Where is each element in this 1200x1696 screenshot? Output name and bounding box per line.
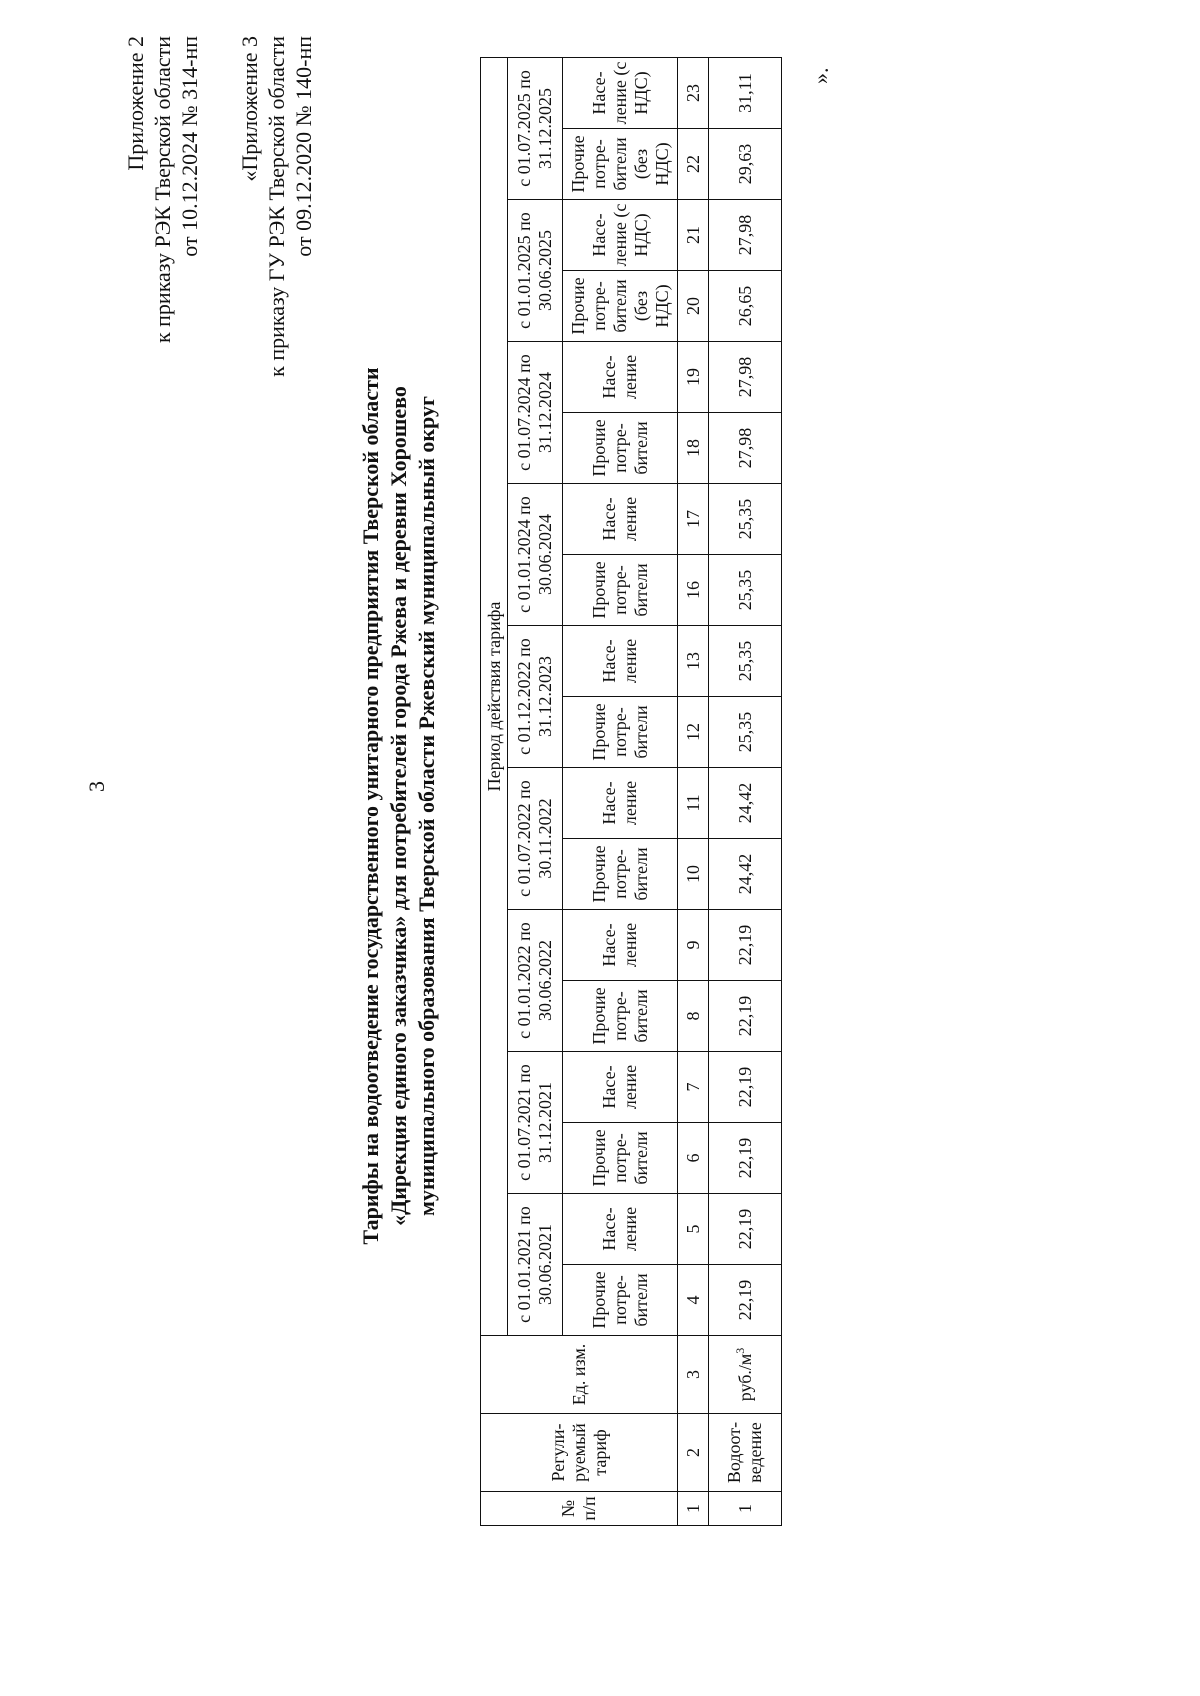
column-number-cell: 2: [678, 1414, 709, 1492]
column-number-cell: 19: [678, 342, 709, 413]
consumer-type-cell: Насе-ление: [563, 1052, 678, 1123]
title-line3: муниципального образования Тверской области Ржевский муниципальный округ: [414, 396, 439, 1216]
tariff-value-cell: 22,19: [709, 1194, 782, 1265]
consumer-type-cell: Насе-ление: [563, 1194, 678, 1265]
column-number-cell: 18: [678, 413, 709, 484]
consumer-type-cell: Прочие потре-бители: [563, 413, 678, 484]
column-number-cell: 9: [678, 910, 709, 981]
tariff-value-cell: 22,19: [709, 1052, 782, 1123]
appendix-original-line3: от 09.12.2020 № 140-нп: [291, 36, 316, 257]
period-header-row: [481, 57, 508, 1525]
period-dates-cell: с 01.07.2021 по 31.12.2021: [508, 1052, 563, 1194]
column-number-cell: 13: [678, 626, 709, 697]
column-number-cell: 11: [678, 768, 709, 839]
consumer-type-cell: Насе-ление: [563, 768, 678, 839]
period-dates-cell: с 01.07.2025 по 31.12.2025: [508, 57, 563, 199]
period-dates-cell: с 01.07.2024 по 31.12.2024: [508, 342, 563, 484]
column-number-cell: 23: [678, 57, 709, 128]
col-unit-header: Ед. изм.: [481, 1336, 678, 1414]
column-number-cell: 10: [678, 839, 709, 910]
tariff-value-cell: 22,19: [709, 910, 782, 981]
tariff-value-cell: 22,19: [709, 1123, 782, 1194]
tariff-value-cell: 29,63: [709, 129, 782, 200]
appendix-original-line1: «Приложение 3: [237, 36, 262, 182]
tariff-value-cell: 31,11: [709, 57, 782, 128]
tariff-value-cell: 24,42: [709, 839, 782, 910]
col-tariff-header: Регули-руемый тариф: [481, 1414, 678, 1492]
tariff-value-cell: 25,35: [709, 484, 782, 555]
appendix-current-line1: Приложение 2: [123, 36, 148, 171]
period-dates-cell: с 01.12.2022 по 31.12.2023: [508, 626, 563, 768]
unit-superscript: 3: [732, 1347, 747, 1354]
column-number-cell: 6: [678, 1123, 709, 1194]
tariff-value-cell: 27,98: [709, 200, 782, 271]
column-number-cell: 20: [678, 271, 709, 342]
column-number-cell: 8: [678, 981, 709, 1052]
appendix-current-line2: к приказу РЭК Тверской области: [150, 36, 175, 344]
consumer-type-cell: Насе-ление (с НДС): [563, 200, 678, 271]
row-no: 1: [709, 1492, 782, 1526]
tariff-value-cell: 25,35: [709, 626, 782, 697]
consumer-type-cell: Прочие потре-бители: [563, 1265, 678, 1336]
row-tariff: Водоот-ведение: [709, 1414, 782, 1492]
tariff-value-cell: 25,35: [709, 555, 782, 626]
tariff-value-cell: 22,19: [709, 981, 782, 1052]
tariff-value-cell: 22,19: [709, 1265, 782, 1336]
consumer-type-cell: Насе-ление: [563, 626, 678, 697]
appendix-original: [236, 36, 317, 516]
column-number-cell: 12: [678, 697, 709, 768]
tariff-value-cell: 25,35: [709, 697, 782, 768]
column-number-cell: 17: [678, 484, 709, 555]
consumer-type-cell: Прочие потре-бители (без НДС): [563, 129, 678, 200]
column-number-cell: 1: [678, 1492, 709, 1526]
tariff-value-cell: 24,42: [709, 768, 782, 839]
title-line1: Тарифы на водоотведение государственного унитарного предприятия Тверской области: [358, 367, 383, 1245]
column-number-cell: 21: [678, 200, 709, 271]
consumer-type-cell: Насе-ление: [563, 484, 678, 555]
consumer-type-cell: Прочие потре-бители: [563, 1123, 678, 1194]
consumer-type-cell: Прочие потре-бители: [563, 839, 678, 910]
appendix-original-line2: к приказу ГУ РЭК Тверской области: [264, 36, 289, 377]
column-number-cell: 7: [678, 1052, 709, 1123]
period-dates-row: [508, 57, 563, 1525]
consumer-type-row: [563, 57, 678, 1525]
consumer-type-cell: Прочие потре-бители (без НДС): [563, 271, 678, 342]
column-number-cell: 22: [678, 129, 709, 200]
col-no-header: № п/п: [481, 1492, 678, 1526]
row-unit: [709, 1336, 782, 1414]
closing-quote: ».: [808, 67, 833, 84]
table-row: [709, 57, 782, 1525]
column-number-cell: 4: [678, 1265, 709, 1336]
appendix-current: [122, 36, 203, 496]
column-number-cell: 5: [678, 1194, 709, 1265]
tariff-value-cell: 26,65: [709, 271, 782, 342]
period-dates-cell: с 01.01.2025 по 30.06.2025: [508, 200, 563, 342]
tariff-value-cell: 27,98: [709, 413, 782, 484]
appendix-current-line3: от 10.12.2024 № 314-нп: [177, 36, 202, 257]
page-number: 3: [84, 781, 109, 792]
period-dates-cell: с 01.07.2022 по 30.11.2022: [508, 768, 563, 910]
period-dates-cell: с 01.01.2024 по 30.06.2024: [508, 484, 563, 626]
period-dates-cell: с 01.01.2021 по 30.06.2021: [508, 1194, 563, 1336]
consumer-type-cell: Насе-ление (с НДС): [563, 57, 678, 128]
unit-text: руб./м: [734, 1353, 755, 1402]
tariff-value-cell: 27,98: [709, 342, 782, 413]
consumer-type-cell: Прочие потре-бители: [563, 697, 678, 768]
consumer-type-cell: Насе-ление: [563, 342, 678, 413]
document-title: [357, 216, 441, 1396]
consumer-type-cell: Прочие потре-бители: [563, 981, 678, 1052]
tariff-table: [480, 57, 782, 1526]
period-header: Период действия тарифа: [481, 57, 508, 1335]
title-line2: «Дирекция единого заказчика» для потребителей города Ржева и деревни Хорошево: [386, 386, 411, 1226]
column-number-cell: 16: [678, 555, 709, 626]
consumer-type-cell: Прочие потре-бители: [563, 555, 678, 626]
period-dates-cell: с 01.01.2022 по 30.06.2022: [508, 910, 563, 1052]
column-number-row: [678, 57, 709, 1525]
column-number-cell: 3: [678, 1336, 709, 1414]
consumer-type-cell: Насе-ление: [563, 910, 678, 981]
